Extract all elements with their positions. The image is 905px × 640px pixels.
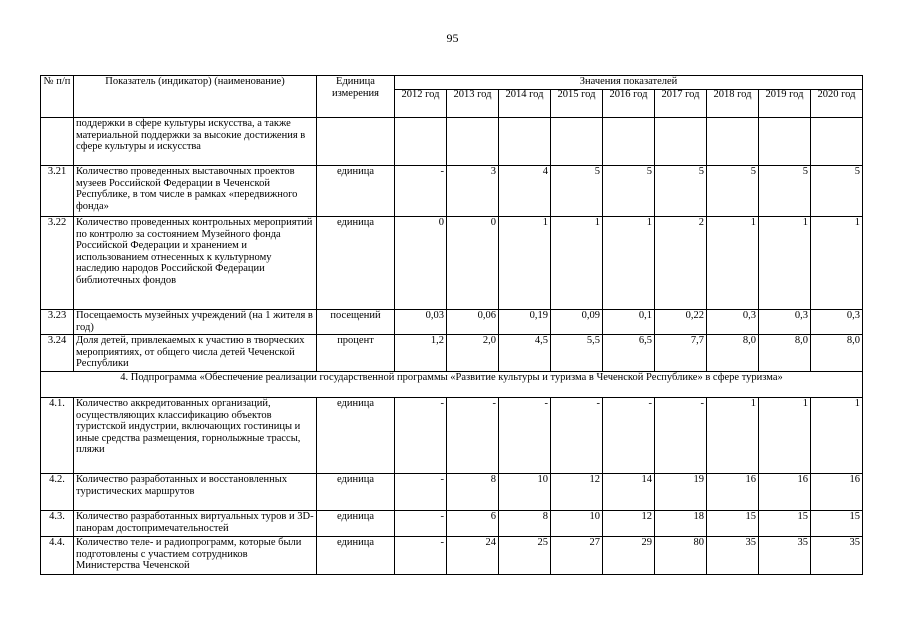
row-value: 12 [603, 511, 655, 537]
row-unit: единица [317, 537, 395, 575]
row-indicator: Доля детей, привлекаемых к участию в творческих мероприятиях, от общего числа детей Чеченской Республики [74, 335, 317, 372]
row-value: 0 [447, 217, 499, 310]
row-value: 4,5 [499, 335, 551, 372]
table-row [41, 118, 863, 166]
row-indicator: Количество аккредитованных организаций, осуществляющих классификацию объектов туристской индустрии, включающих гостиницы и иные средства размещения, горнолыжные трассы, пляжи [74, 398, 317, 474]
header-year: 2012 год [395, 90, 447, 118]
subprogram-title: 4. Подпрограмма «Обеспечение реализации государственной программы «Развитие культуры и туризма в Чеченской Республике» в сфере туризма» [41, 372, 863, 398]
row-value: 4 [499, 166, 551, 217]
header-year: 2013 год [447, 90, 499, 118]
row-value [447, 118, 499, 166]
row-value: - [551, 398, 603, 474]
row-value: 10 [551, 511, 603, 537]
row-unit: процент [317, 335, 395, 372]
table-row [41, 310, 863, 335]
row-unit: посещений [317, 310, 395, 335]
row-value: 0,03 [395, 310, 447, 335]
row-value: 18 [655, 511, 707, 537]
header-year: 2017 год [655, 90, 707, 118]
row-value: 8 [499, 511, 551, 537]
row-value: 1 [551, 217, 603, 310]
row-value: 0,1 [603, 310, 655, 335]
row-value: 5 [551, 166, 603, 217]
row-value: 1 [759, 398, 811, 474]
row-indicator: Количество разработанных и восстановленных туристических маршрутов [74, 474, 317, 511]
row-value [395, 118, 447, 166]
page-number: 95 [446, 31, 459, 45]
row-value: 0 [395, 217, 447, 310]
row-value: 5 [759, 166, 811, 217]
row-value [655, 118, 707, 166]
row-value [603, 118, 655, 166]
row-value: - [603, 398, 655, 474]
table-row [41, 335, 863, 372]
row-num: 4.1. [41, 398, 74, 474]
header-year: 2016 год [603, 90, 655, 118]
row-value: 6 [447, 511, 499, 537]
row-value: 1 [707, 217, 759, 310]
row-value: 15 [707, 511, 759, 537]
row-value: 1 [603, 217, 655, 310]
row-value [759, 118, 811, 166]
row-value: 35 [707, 537, 759, 575]
row-value: 16 [811, 474, 863, 511]
row-value: 0,3 [811, 310, 863, 335]
row-unit [317, 118, 395, 166]
table-row [41, 511, 863, 537]
row-value: 5,5 [551, 335, 603, 372]
header-year: 2020 год [811, 90, 863, 118]
header-year: 2019 год [759, 90, 811, 118]
row-value [551, 118, 603, 166]
row-value: - [447, 398, 499, 474]
row-num: 3.21 [41, 166, 74, 217]
row-value: 5 [707, 166, 759, 217]
row-value: 0,3 [707, 310, 759, 335]
row-value: 27 [551, 537, 603, 575]
row-num: 3.24 [41, 335, 74, 372]
row-unit: единица [317, 166, 395, 217]
table-row [41, 217, 863, 310]
row-value: 1 [707, 398, 759, 474]
row-unit: единица [317, 217, 395, 310]
row-value: 14 [603, 474, 655, 511]
row-value: 29 [603, 537, 655, 575]
row-num: 3.23 [41, 310, 74, 335]
row-value: - [395, 511, 447, 537]
row-value: 12 [551, 474, 603, 511]
subprogram-row [41, 372, 863, 398]
row-value: 35 [811, 537, 863, 575]
header-values-group: Значения показателей [395, 76, 863, 90]
row-num: 4.3. [41, 511, 74, 537]
row-value [811, 118, 863, 166]
row-indicator: Количество теле- и радиопрограмм, которые были подготовлены с участием сотрудников Министерства Чеченской [74, 537, 317, 575]
row-value: 8,0 [707, 335, 759, 372]
header-num: № п/п [41, 76, 74, 118]
row-indicator: Посещаемость музейных учреждений (на 1 жителя в год) [74, 310, 317, 335]
row-value: 15 [759, 511, 811, 537]
header-year: 2015 год [551, 90, 603, 118]
row-value: 80 [655, 537, 707, 575]
row-num: 4.2. [41, 474, 74, 511]
row-value: 25 [499, 537, 551, 575]
indicators-table [40, 75, 863, 575]
row-value: 16 [759, 474, 811, 511]
row-value: 8,0 [811, 335, 863, 372]
row-value: 0,06 [447, 310, 499, 335]
row-value: 19 [655, 474, 707, 511]
row-value: 5 [603, 166, 655, 217]
header-year: 2014 год [499, 90, 551, 118]
row-num: 4.4. [41, 537, 74, 575]
row-value: - [395, 537, 447, 575]
header-indicator: Показатель (индикатор) (наименование) [74, 76, 317, 118]
row-value: 8 [447, 474, 499, 511]
row-indicator: Количество проведенных контрольных мероприятий по контролю за состоянием Музейного фонда Российской Федерации и хранением и использованием отнесенных к культурному наследию народов Российской Федерации библиотечных фондов [74, 217, 317, 310]
table-row [41, 398, 863, 474]
row-value: 0,09 [551, 310, 603, 335]
row-value: 8,0 [759, 335, 811, 372]
row-value: 7,7 [655, 335, 707, 372]
header-year: 2018 год [707, 90, 759, 118]
row-value: - [499, 398, 551, 474]
row-value: 0,19 [499, 310, 551, 335]
row-num [41, 118, 74, 166]
row-value: 1,2 [395, 335, 447, 372]
row-value: 35 [759, 537, 811, 575]
row-value: 0,22 [655, 310, 707, 335]
table-row [41, 537, 863, 575]
table-row [41, 474, 863, 511]
row-value: 3 [447, 166, 499, 217]
row-num: 3.22 [41, 217, 74, 310]
row-value: 1 [811, 217, 863, 310]
row-value: 5 [655, 166, 707, 217]
row-value: - [395, 474, 447, 511]
row-indicator: поддержки в сфере культуры искусства, а также материальной поддержки за высокие достижения в сфере культуры и искусства [74, 118, 317, 166]
row-value: 24 [447, 537, 499, 575]
row-value: 6,5 [603, 335, 655, 372]
row-value: 1 [811, 398, 863, 474]
row-value: 1 [499, 217, 551, 310]
row-value: 2,0 [447, 335, 499, 372]
row-value: 15 [811, 511, 863, 537]
row-unit: единица [317, 511, 395, 537]
row-value: - [395, 398, 447, 474]
row-value: 5 [811, 166, 863, 217]
row-unit: единица [317, 474, 395, 511]
row-value [707, 118, 759, 166]
row-value: 2 [655, 217, 707, 310]
row-unit: единица [317, 398, 395, 474]
header-unit: Единица измерения [317, 76, 395, 118]
row-value: - [395, 166, 447, 217]
row-value: - [655, 398, 707, 474]
table-row [41, 166, 863, 217]
row-value: 1 [759, 217, 811, 310]
row-indicator: Количество разработанных виртуальных туров и 3D-панорам достопримечательностей [74, 511, 317, 537]
row-indicator: Количество проведенных выставочных проектов музеев Российской Федерации в Чеченской Республике, в том числе в рамках «передвижного фонда» [74, 166, 317, 217]
row-value [499, 118, 551, 166]
row-value: 0,3 [759, 310, 811, 335]
row-value: 10 [499, 474, 551, 511]
row-value: 16 [707, 474, 759, 511]
